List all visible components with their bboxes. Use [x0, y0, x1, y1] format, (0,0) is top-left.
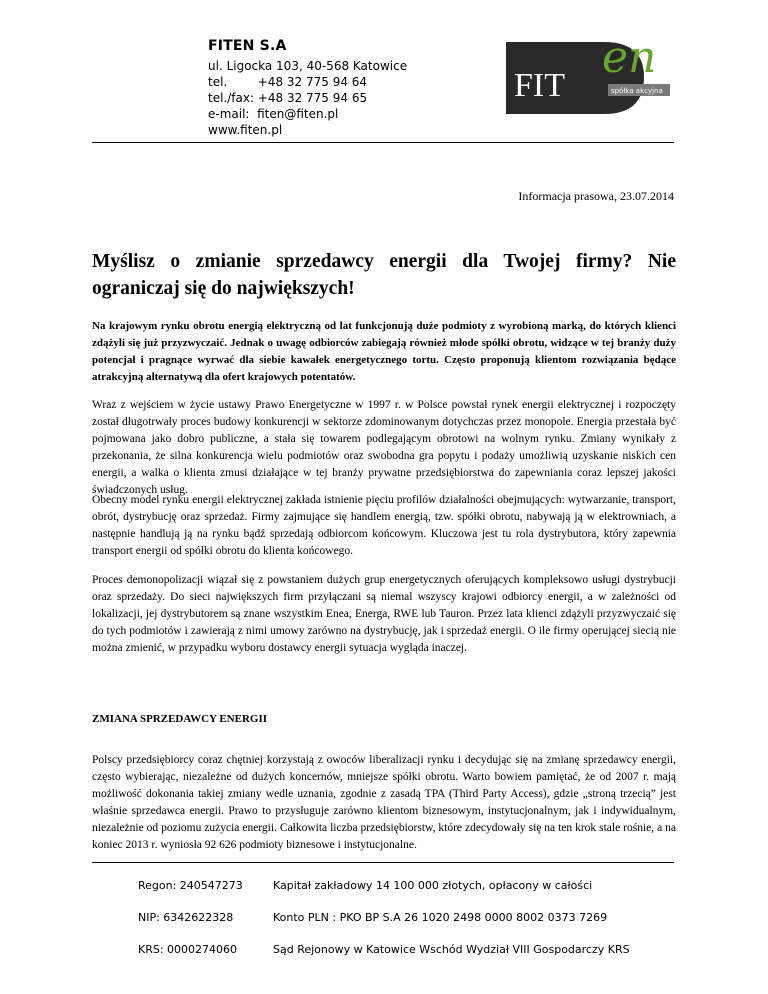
- section-heading: ZMIANA SPRZEDAWCY ENERGII: [92, 713, 268, 725]
- email-line: e-mail: fiten@fiten.pl: [208, 107, 339, 121]
- registry-court: Sąd Rejonowy w Katowice Wschód Wydział VIII Gospodarczy KRS: [273, 943, 630, 956]
- body-paragraph: Obecny model rynku energii elektrycznej zakłada istnienie pięciu profilów działalności obejmujących: wytwarzanie, transport, obrót, dystrybucję oraz sprzedaż. Firmy zajmujące się handlem energią, tzw. spółki obrotu, nabywają ją w elektrowniach, a następnie handlują ją na rynku bądź sprzedają odbiorcom końcowym. Kluczowa jest tu rola dystrybutora, który zapewnia transport energii od spółki obrotu do klienta końcowego.: [92, 494, 676, 557]
- body-paragraph: Proces demonopolizacji wiązał się z powstaniem dużych grup energetycznych oferujących kompleksowo usługi dystrybucji oraz sprzedaży. Do sieci największych firm przyłączani są niemal wszyscy krajowi odbiorcy energii, a w zależności od lokalizacji, jej dystrybutorem są znane wszystkim Enea, Energa, RWE lub Tauron. Przez lata klienci zdążyli przyzwyczaić się do tych podmiotów i zawierają z nimi umowy zarówno na dystrybucję, jak i sprzedaż energii. O ile firmy operującej siecią nie można zmienić, w przypadku wyboru dostawcy energii sytuacja wygląda inaczej.: [92, 574, 676, 654]
- nip-number: NIP: 6342622328: [138, 911, 234, 924]
- press-release-date: Informacja prasowa, 23.07.2014: [518, 189, 674, 203]
- bank-account: Konto PLN : PKO BP S.A 26 1020 2498 0000 8002 0373 7269: [273, 911, 608, 924]
- letterhead: [208, 38, 407, 138]
- article-title: Myślisz o zmianie sprzedawcy energii dla Twojej firmy? Nie ograniczaj się do największych!: [92, 251, 676, 299]
- body-paragraph: Polscy przedsiębiorcy coraz chętniej korzystają z owoców liberalizacji rynku i decydując się na zmianę sprzedawcy energii, często wybierając, niezależne od dużych koncernów, mniejsze spółki obrotu. Warto bowiem pamiętać, że od 2007 r. mają możliwość dokonania takiej zmiany wedle uznania, zgodnie z zasadą TPA (Third Party Access), gdzie „stroną trzecią” jest właśnie sprzedawca energii. Prawo to przysługuje zarówno klientom biznesowym, instytucjonalnym, jak i indywidualnym, niezależnie od poziomu zużycia energii. Całkowita liczba przedsiębiorstw, które zdecydowały się na ten krok stale rośnie, a na koniec 2013 r. wyniosła 92 626 podmioty biznesowe i instytucjonalne.: [92, 754, 676, 851]
- website-line: www.fiten.pl: [208, 123, 283, 137]
- phone-line: tel. +48 32 775 94 64: [208, 75, 368, 89]
- lead-paragraph: Na krajowym rynku obrotu energią elektryczną od lat funkcjonują duże podmioty z wyrobioną marką, do których klienci zdążyli się już przyzwyczaić. Jednak o uwagę odbiorców zabiegają również młode spółki obrotu, widzące w tej branży duży potencjał i pragnące wyrwać dla siebie kawałek energetycznego tortu. Często proponują klientom rozwiązania będące atrakcyjną alternatywą dla ofert krajowych potentatów.: [92, 320, 676, 383]
- logo-en-script: en: [602, 32, 657, 83]
- logo-tagline-text: spółka akcyjna: [611, 87, 663, 95]
- logo-fit-text: FIT: [514, 67, 565, 104]
- krs-number: KRS: 0000274060: [138, 943, 238, 956]
- share-capital: Kapitał zakładowy 14 100 000 złotych, opłacony w całości: [273, 879, 593, 892]
- company-name: FITEN S.A: [208, 38, 287, 54]
- header-divider: [92, 142, 674, 143]
- body-paragraph: Wraz z wejściem w życie ustawy Prawo Energetyczne w 1997 r. w Polsce powstał rynek energii elektrycznej i rozpoczęty został długotrwały proces budowy konkurencji w sektorze zdominowanym dotychczas przez monopole. Energia przestała być pojmowana jako dobro publiczne, a stała się towarem podlegającym obrotowi na wolnym rynku. Zmiany wynikały z przekonania, że silna konkurencja wielu podmiotów oraz swobodna gra popytu i podaży umożliwią uzyskanie niskich cen energii, a walka o klienta zmusi działające w tej branży prywatne przedsiębiorstwa do zapewniania coraz lepszej jakości świadczonych usług.: [92, 399, 676, 496]
- fiten-logo: [484, 22, 684, 122]
- fax-line: tel./fax: +48 32 775 94 65: [208, 91, 368, 105]
- footer-divider: [92, 862, 674, 863]
- regon-number: Regon: 240547273: [138, 879, 243, 892]
- address-line: ul. Ligocka 103, 40-568 Katowice: [208, 59, 408, 73]
